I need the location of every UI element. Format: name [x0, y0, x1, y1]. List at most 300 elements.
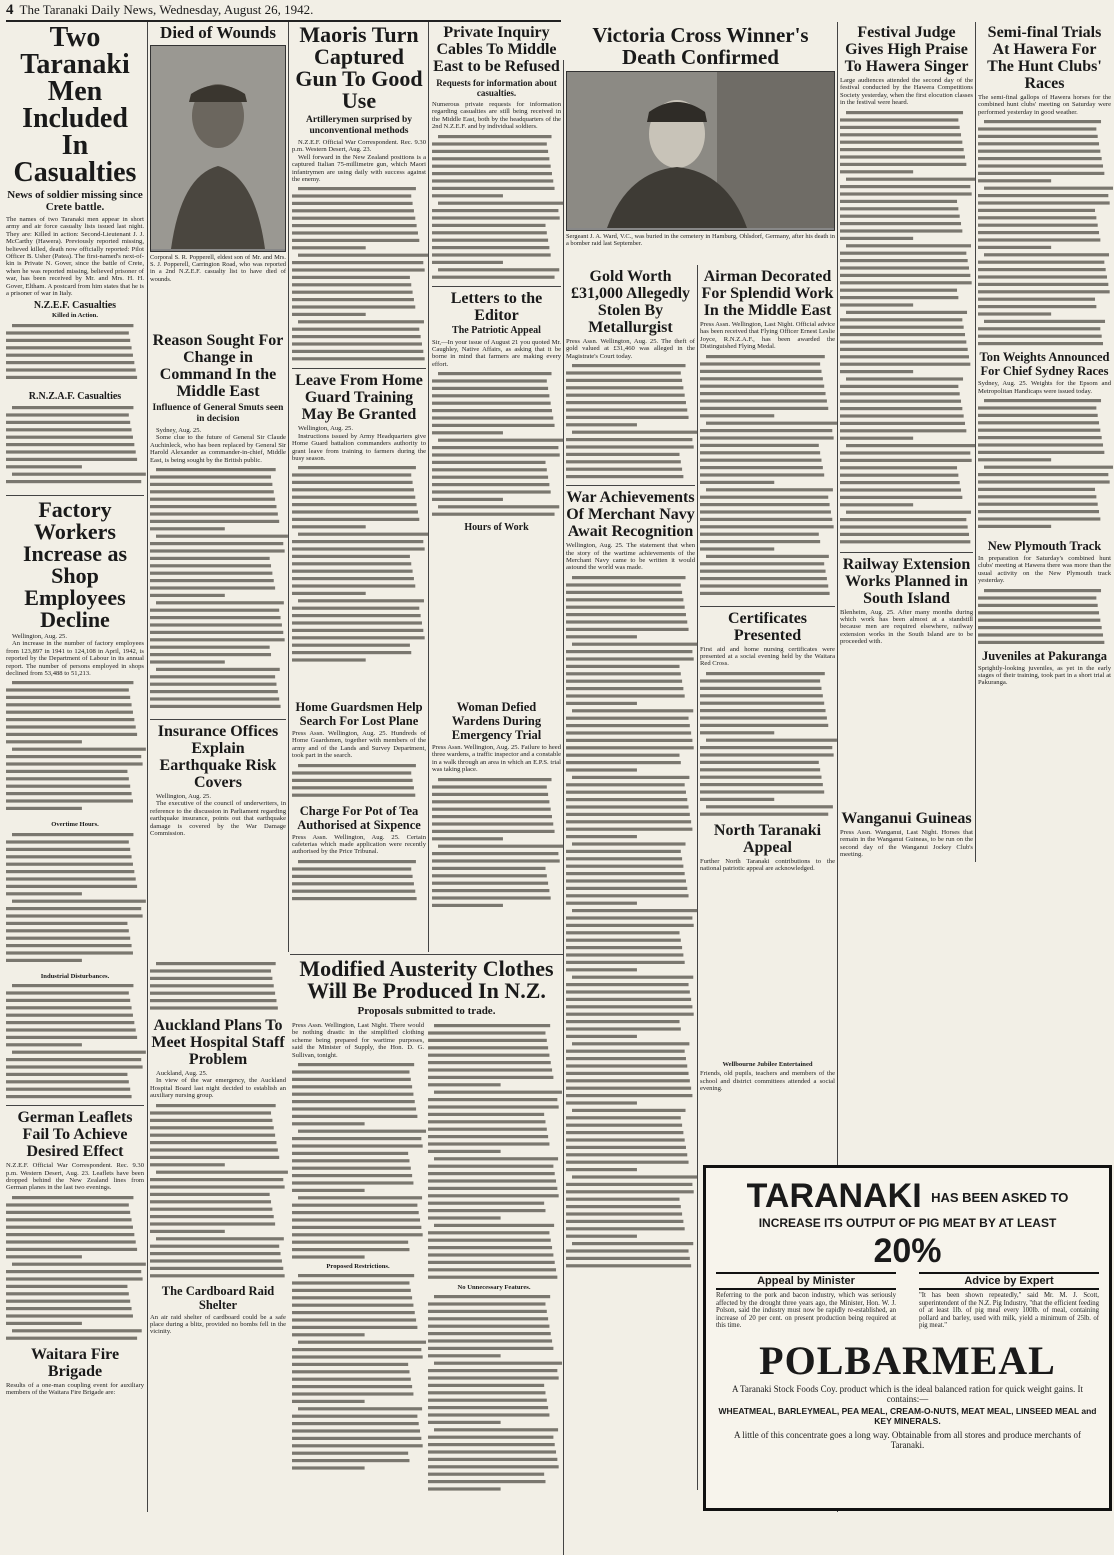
text-line	[432, 149, 548, 152]
text-line	[6, 1080, 129, 1083]
text-block	[566, 362, 695, 482]
text-line	[700, 746, 832, 749]
text-line	[292, 1363, 408, 1366]
text-line	[566, 768, 637, 771]
text-line	[428, 1128, 547, 1131]
text-line	[978, 150, 1100, 153]
text-line	[846, 310, 967, 313]
text-line	[292, 1304, 413, 1307]
text-line	[566, 813, 690, 816]
text-line	[566, 790, 686, 793]
text-line	[292, 629, 423, 632]
body-festival: Large audiences attended the second day of the festival conducted by the Hawera Competitions Society yesterday, when the first elocution classes in the festival were heard.	[840, 77, 973, 107]
text-line	[6, 914, 143, 917]
text-line	[150, 1259, 282, 1262]
text-line	[840, 473, 958, 476]
text-line	[428, 1421, 501, 1424]
text-line	[292, 1282, 409, 1285]
ad-left-label: Appeal by Minister	[716, 1272, 896, 1290]
text-line	[432, 881, 548, 884]
text-line	[840, 384, 958, 387]
text-line	[428, 1046, 548, 1049]
text-line	[292, 269, 425, 272]
ad-line1: HAS BEEN ASKED TO	[931, 1190, 1069, 1206]
text-line	[846, 444, 975, 447]
column-1	[6, 24, 144, 1514]
text-line	[566, 687, 683, 690]
dateline-leave: Wellington, Aug. 25.	[298, 425, 353, 433]
divider	[290, 954, 563, 955]
text-line	[12, 833, 133, 836]
divider	[566, 485, 695, 486]
text-line	[6, 1285, 127, 1288]
text-line	[700, 429, 832, 432]
text-line	[150, 512, 278, 515]
text-line	[978, 626, 1102, 629]
text-line	[292, 1107, 416, 1110]
ad-columns	[716, 1272, 1099, 1332]
text-line	[6, 1240, 136, 1243]
text-line	[566, 372, 681, 375]
text-line	[572, 709, 693, 712]
text-lines	[978, 397, 1111, 537]
text-line	[978, 157, 1102, 160]
column-8	[978, 24, 1111, 864]
text-line	[566, 1035, 637, 1038]
text-line	[566, 827, 692, 830]
text-line	[840, 532, 969, 535]
column-6	[700, 268, 835, 873]
text-line	[292, 1159, 409, 1162]
text-line	[6, 435, 133, 438]
text-line	[978, 283, 1108, 286]
text-line	[432, 896, 551, 899]
text-line	[978, 224, 1098, 227]
text-line	[428, 1443, 555, 1446]
text-lines	[432, 133, 561, 283]
body-shelter: An air raid shelter of cardboard could be a safe place during a blitz, provided no bombs fell in the vicinity.	[150, 1313, 286, 1336]
text-line	[292, 651, 411, 654]
text-block	[432, 133, 561, 283]
text-line	[292, 1241, 408, 1244]
text-line	[150, 1266, 283, 1269]
text-line	[432, 431, 503, 434]
body-railway: Blenheim, Aug. 25. After many months during which work has been almost at a standstill because men are required elsewhere, railway extension works in the South Island are to be proceeded with.	[840, 608, 973, 646]
text-line	[706, 672, 825, 675]
text-line	[6, 1058, 141, 1061]
text-line	[6, 413, 129, 416]
text-line	[706, 488, 833, 491]
text-line	[700, 753, 834, 756]
text-line	[150, 616, 281, 619]
text-command: Some clue to the future of General Sir Claude Auchinleck, who has been replaced by General Sir Harold Alexander as commander-in-chief, Middle East, is being sought by the British public.	[150, 434, 286, 464]
text-line	[298, 1130, 426, 1133]
text-line	[292, 343, 422, 346]
text-line	[6, 1299, 130, 1302]
text-line	[292, 867, 411, 870]
text-line	[700, 473, 824, 476]
text-line	[292, 284, 411, 287]
ad-ingredients: WHEATMEAL, BARLEYMEAL, PEA MEAL, CREAM-O-NUTS, MEAT MEAL, LINSEED MEAL and KEY MINERALS.	[718, 1405, 1097, 1426]
text-line	[6, 770, 127, 773]
text-line	[6, 1255, 82, 1258]
headline-casualties: Two Taranaki Men Included In Casualties	[13, 22, 137, 188]
body-merchant: Wellington, Aug. 25. The statement that when the story of the wartime achievements of the Merchant Navy came to be written it would astound the world was made.	[566, 542, 695, 572]
text-line	[6, 763, 143, 766]
text-line	[984, 253, 1109, 256]
text-line	[978, 488, 1095, 491]
text-line	[432, 253, 551, 256]
text-line	[6, 778, 129, 781]
text-line	[840, 155, 965, 158]
text-line	[840, 503, 913, 506]
text-line	[6, 331, 129, 334]
text-line	[292, 1415, 417, 1418]
text-insurance: The executive of the council of underwriters, in reference to the discussion in Parliament regarding earthquake insurance, points out that earthquake damage is covered by the War Damage Commission.	[150, 800, 286, 838]
headline-airman: Airman Decorated For Splendid Work In the Middle East	[701, 268, 834, 319]
ad-line2: INCREASE ITS OUTPUT OF PIG MEAT BY AT LEAST	[758, 1216, 1057, 1231]
text-line	[700, 451, 820, 454]
text-line	[292, 489, 414, 492]
text-line	[566, 894, 689, 897]
text-line	[566, 446, 694, 449]
text-line	[438, 372, 552, 375]
text-line	[6, 428, 132, 431]
text-line	[572, 431, 697, 434]
text-line	[566, 679, 682, 682]
text-line	[566, 672, 681, 675]
text-line	[978, 172, 1104, 175]
text-line	[700, 532, 819, 535]
text-line	[428, 1239, 551, 1242]
text-line	[292, 298, 414, 301]
headline-leave: Leave From Home Guard Training May Be Granted	[295, 372, 423, 424]
column-rule	[288, 22, 289, 952]
ad-right-label: Advice by Expert	[919, 1272, 1099, 1290]
text-line	[566, 857, 682, 860]
text-line	[566, 1020, 680, 1023]
text-line	[156, 668, 280, 671]
text-line	[292, 1152, 408, 1155]
text-line	[432, 223, 546, 226]
text-line	[6, 840, 129, 843]
text-line	[292, 1385, 412, 1388]
text-line	[6, 1336, 137, 1339]
sub-restrictions: Proposed Restrictions.	[326, 1263, 390, 1271]
headline-railway: Railway Extension Works Planned in South Island	[842, 555, 971, 607]
text-line	[150, 697, 279, 700]
headline-waitara: Waitara Fire Brigade	[30, 1345, 120, 1380]
label-nzef: N.Z.E.F. Casualties	[33, 300, 117, 312]
text-line	[434, 1362, 562, 1365]
text-line	[840, 318, 962, 321]
text-line	[978, 596, 1096, 599]
text-line	[150, 1111, 271, 1114]
victoria-photo	[566, 71, 835, 231]
text-line	[432, 157, 549, 160]
text-line	[978, 525, 1051, 528]
text-line	[700, 790, 824, 793]
text-lines	[292, 762, 426, 802]
text-line	[840, 148, 964, 151]
text-line	[840, 303, 913, 306]
text-line	[428, 1355, 501, 1358]
text-line	[840, 525, 968, 528]
column-4-lower	[432, 700, 561, 950]
text-line	[432, 792, 548, 795]
text-line	[150, 557, 270, 560]
divider	[840, 552, 973, 553]
text-line	[700, 569, 826, 572]
text-line	[6, 755, 141, 758]
text-line	[434, 1429, 558, 1432]
text-line	[840, 170, 913, 173]
text-line	[432, 231, 547, 234]
text-line	[292, 577, 414, 580]
text-line	[700, 577, 827, 580]
text-line	[566, 1190, 694, 1193]
text-line	[566, 716, 689, 719]
headline-appeal: North Taranaki Appeal	[713, 821, 822, 856]
guineas-article	[840, 810, 973, 870]
text-line	[150, 1185, 285, 1188]
text-line	[6, 726, 136, 729]
text-line	[292, 328, 419, 331]
text-line	[292, 875, 413, 878]
text-line	[432, 785, 547, 788]
text-line	[978, 429, 1100, 432]
body-gold: Press Assn. Wellington, Aug. 25. The theft of gold valued at £31,460 was alleged in the Magistrate's Court today.	[566, 338, 695, 360]
text-line	[566, 1160, 689, 1163]
text-line	[292, 1452, 408, 1455]
text-line	[840, 192, 972, 195]
text-block	[292, 762, 426, 802]
text-line	[150, 572, 272, 575]
text-line	[566, 998, 691, 1001]
text-line	[6, 1270, 141, 1273]
body-leave	[292, 425, 426, 462]
text-line	[428, 1135, 548, 1138]
text-line	[700, 709, 826, 712]
text-lines	[6, 322, 144, 388]
ad-product: POLBARMEAL	[759, 1337, 1056, 1383]
text-line	[978, 135, 1098, 138]
text-line	[428, 1150, 501, 1153]
portrait-photo	[150, 45, 286, 252]
text-line	[6, 339, 130, 342]
text-lines	[6, 982, 144, 1102]
text-line	[292, 210, 414, 213]
text-line	[298, 321, 424, 324]
text-line	[432, 889, 549, 892]
text-line	[432, 409, 552, 412]
text-line	[566, 783, 685, 786]
text-line	[566, 379, 682, 382]
text-line	[150, 623, 282, 626]
text-block	[6, 1194, 144, 1344]
text-line	[432, 837, 503, 840]
text-line	[978, 421, 1099, 424]
text-line	[292, 1167, 411, 1170]
text-line	[428, 1031, 545, 1034]
text-line	[566, 968, 637, 971]
text-line	[978, 458, 1051, 461]
text-line	[434, 1295, 550, 1298]
body-weights: Sydney, Aug. 25. Weights for the Epsom and Metropolitan Handicaps were issued today.	[978, 380, 1111, 395]
text-line	[292, 496, 415, 499]
text-line	[432, 402, 551, 405]
text-line	[840, 229, 962, 232]
sub-features: No Unnecessary Features.	[457, 1284, 531, 1291]
text-block	[978, 118, 1111, 348]
text-line	[978, 313, 1051, 316]
ad-left-body: Referring to the pork and bacon industry, which was seriously affected by the drought three years ago, the Minister, Hon. W. J. Polson, said the industry must now be rapidly re-established, an increase of 20 per cent. on present production being required at this time.	[716, 1292, 896, 1330]
text-line	[566, 1064, 687, 1067]
text-line	[566, 931, 680, 934]
text-line	[978, 633, 1103, 636]
text-line	[700, 406, 828, 409]
text-line	[566, 1072, 689, 1075]
text-line	[292, 882, 414, 885]
text-line	[700, 724, 828, 727]
text-line	[566, 453, 680, 456]
text-line	[428, 1120, 545, 1123]
text-line	[978, 451, 1104, 454]
text-line	[978, 327, 1100, 330]
polbarmeal-advertisement	[703, 1165, 1112, 1511]
text-line	[6, 877, 136, 880]
text-line	[566, 746, 694, 749]
text-line	[298, 1274, 414, 1277]
text-line	[438, 844, 563, 847]
text-line	[12, 472, 146, 475]
text-line	[566, 1123, 682, 1126]
headline-factory: Factory Workers Increase as Shop Employees Decline	[22, 496, 128, 632]
column-5	[566, 268, 695, 1513]
text-line	[6, 1006, 132, 1009]
text-line	[292, 481, 413, 484]
text-line	[292, 313, 366, 316]
text-line	[150, 977, 272, 980]
ad-percent: 20%	[873, 1232, 942, 1271]
text-line	[150, 505, 276, 508]
text-line	[292, 786, 414, 789]
text-line	[150, 1222, 275, 1225]
column-rule	[975, 22, 976, 862]
text-block	[150, 1102, 286, 1282]
text-line	[978, 603, 1098, 606]
column-rule	[147, 22, 148, 1512]
text-line	[298, 1408, 422, 1411]
text-line	[150, 1141, 276, 1144]
text-line	[566, 460, 681, 463]
text-line	[428, 1310, 547, 1313]
text-line	[438, 135, 552, 138]
text-line	[150, 1207, 272, 1210]
text-line	[428, 1318, 548, 1321]
text-lines	[840, 109, 973, 549]
text-line	[984, 466, 1113, 469]
text-line	[566, 864, 683, 867]
text-line	[846, 377, 963, 380]
dateline-insurance: Wellington, Aug. 25.	[156, 793, 211, 801]
text-line	[150, 638, 285, 641]
text-line	[6, 944, 132, 947]
text-line	[428, 1325, 549, 1328]
text-line	[566, 1205, 681, 1208]
text-line	[978, 246, 1051, 249]
text-line	[150, 1178, 283, 1181]
text-block	[978, 587, 1111, 647]
text-lines	[150, 466, 286, 716]
text-lines	[292, 1061, 424, 1261]
dateline-cinema: Auckland, Aug. 25.	[156, 1070, 208, 1077]
text-line	[566, 583, 681, 586]
text-line	[432, 172, 552, 175]
text-line	[566, 657, 694, 660]
text-line	[572, 642, 697, 645]
text-line	[432, 483, 549, 486]
text-line	[978, 268, 1106, 271]
text-line	[432, 142, 547, 145]
text-block	[432, 776, 561, 916]
text-line	[566, 1079, 690, 1082]
text-line	[428, 1261, 555, 1264]
text-line	[572, 842, 686, 845]
text-block	[978, 397, 1111, 537]
text-line	[156, 962, 276, 965]
text-line	[156, 468, 276, 471]
headline-pakuranga: Juveniles at Pakuranga	[981, 648, 1107, 663]
text-line	[566, 753, 680, 756]
text-line	[432, 468, 547, 471]
text-line	[978, 618, 1100, 621]
text-block	[292, 1272, 424, 1472]
column-7	[840, 24, 973, 744]
text-line	[566, 1086, 691, 1089]
text-line	[6, 1073, 127, 1076]
text-line	[432, 216, 560, 219]
text-line	[566, 605, 685, 608]
text-lines	[292, 464, 426, 664]
text-line	[566, 1138, 685, 1141]
text-line	[428, 1231, 549, 1234]
text-line	[572, 576, 686, 579]
text-line	[438, 439, 563, 442]
headline-plymouth: New Plymouth Track	[987, 539, 1102, 554]
text-line	[978, 517, 1100, 520]
text-line	[432, 380, 547, 383]
text-line	[700, 399, 827, 402]
text-line	[298, 1196, 422, 1199]
text-line	[978, 209, 1095, 212]
text-line	[432, 513, 555, 516]
text-line	[428, 1458, 557, 1461]
text-line	[566, 1131, 683, 1134]
text-line	[12, 1329, 142, 1332]
text-line	[150, 586, 275, 589]
sub-industrial: Industrial Disturbances.	[40, 972, 110, 980]
text-line	[428, 1332, 551, 1335]
headline-died-of-wounds: Died of Wounds	[160, 23, 276, 42]
text-line	[6, 800, 133, 803]
headline-austerity: Modified Austerity Clothes Will Be Produced In N.Z.	[299, 956, 554, 1003]
text-line	[292, 261, 423, 264]
text-line	[566, 990, 690, 993]
text-line	[432, 866, 546, 869]
text-line	[6, 1218, 132, 1221]
text-block	[6, 831, 144, 971]
